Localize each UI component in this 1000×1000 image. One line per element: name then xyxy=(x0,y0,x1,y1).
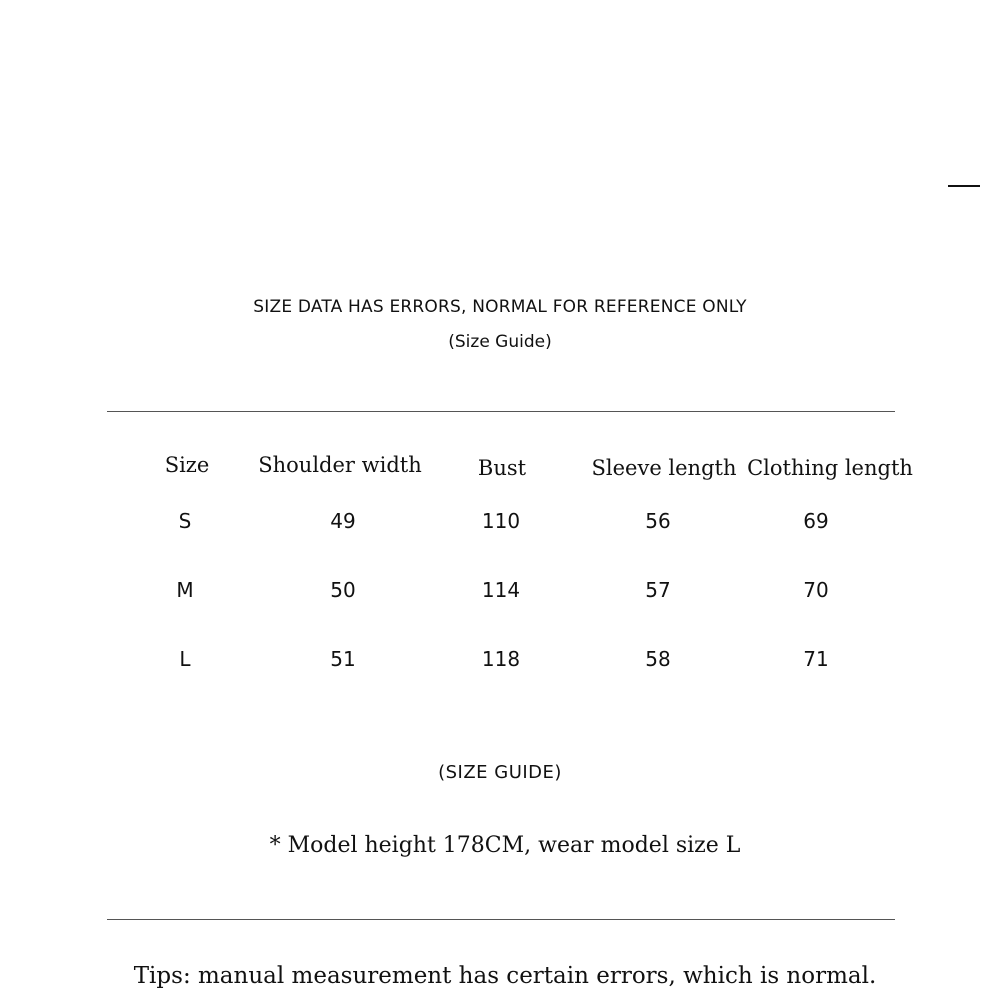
tips-note: Tips: manual measurement has certain errors, which is normal. xyxy=(133,963,877,989)
bottom-divider xyxy=(107,919,895,920)
dash-mark xyxy=(948,185,980,187)
table-cell-sleeve-length: 58 xyxy=(645,647,671,671)
table-cell-shoulder-width: 51 xyxy=(330,647,356,671)
table-cell-clothing-length: 71 xyxy=(803,647,829,671)
table-cell-sleeve-length: 57 xyxy=(645,578,671,602)
table-cell-sleeve-length: 56 xyxy=(645,509,671,533)
table-cell-size: S xyxy=(178,509,192,533)
table-cell-bust: 110 xyxy=(481,509,521,533)
table-cell-shoulder-width: 50 xyxy=(330,578,356,602)
column-header-clothing-length: Clothing length xyxy=(747,456,913,480)
column-header-size: Size xyxy=(164,453,210,477)
table-cell-shoulder-width: 49 xyxy=(330,509,356,533)
top-divider xyxy=(107,411,895,412)
model-note: * Model height 178CM, wear model size L xyxy=(269,833,741,858)
column-header-bust: Bust xyxy=(477,456,527,480)
column-header-sleeve-length: Sleeve length xyxy=(591,456,737,480)
size-guide-label: (SIZE GUIDE) xyxy=(438,762,562,783)
page-title: SIZE DATA HAS ERRORS, NORMAL FOR REFERENCE ONLY xyxy=(253,297,747,317)
table-cell-bust: 114 xyxy=(481,578,521,602)
table-cell-bust: 118 xyxy=(481,647,521,671)
table-cell-clothing-length: 69 xyxy=(803,509,829,533)
page-subtitle: (Size Guide) xyxy=(448,332,552,352)
column-header-shoulder-width: Shoulder width xyxy=(258,453,422,477)
table-cell-size: M xyxy=(176,578,194,602)
table-cell-clothing-length: 70 xyxy=(803,578,829,602)
table-cell-size: L xyxy=(179,647,191,671)
